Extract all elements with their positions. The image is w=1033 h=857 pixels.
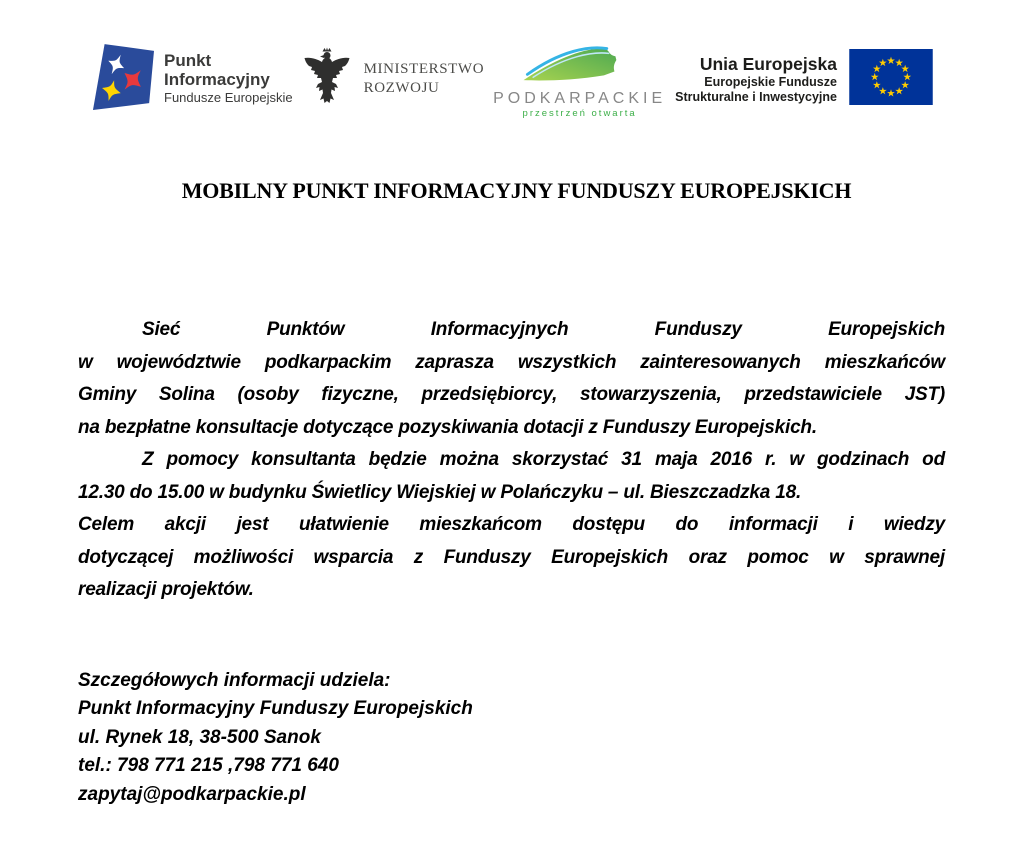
contact-heading: Szczegółowych informacji udziela: — [78, 669, 391, 691]
punkt-logo-line1: Punkt — [164, 51, 212, 70]
fe-flag-stars-icon — [92, 42, 154, 117]
contact-phone: tel.: 798 771 215 ,798 771 640 — [78, 755, 339, 776]
eu-line2: Europejskie Fundusze — [704, 74, 837, 89]
podkarpackie-tagline: przestrzeń otwarta — [522, 108, 637, 119]
punkt-logo-line2: Informacyjny — [164, 70, 270, 89]
logo-unia-europejska — [675, 49, 933, 110]
polish-eagle-icon — [302, 46, 352, 113]
podkarpackie-name: PODKARPACKIE — [493, 90, 667, 107]
body-line: Sieć Punktów Informacyjnych Funduszy Europejskich — [142, 319, 945, 340]
body-line: realizacji projektów. — [78, 579, 254, 600]
body-line: w województwie podkarpackim zaprasza wszystkich zainteresowanych mieszkańców — [78, 351, 945, 373]
contact-email: zapytaj@podkarpackie.pl — [78, 783, 306, 805]
announcement-body — [78, 314, 945, 607]
logo-ministerstwo-rozwoju — [302, 46, 485, 113]
ministry-line1: MINISTERSTWO — [363, 61, 485, 77]
body-line: na bezpłatne konsultacje dotyczące pozyskiwania dotacji z Funduszy Europejskich. — [78, 416, 817, 438]
ministry-line2: ROZWOJU — [363, 80, 440, 96]
page-title: MOBILNY PUNKT INFORMACYJNY FUNDUSZY EUROPEJSKICH — [181, 178, 852, 203]
logo-strip — [0, 0, 1033, 118]
body-line: Gminy Solina (osoby fizyczne, przedsiębiorcy, stowarzyszenia, przedstawiciele JST) — [78, 384, 945, 405]
mountain-swoosh-icon — [517, 39, 643, 88]
logo-podkarpackie — [493, 39, 666, 119]
contact-address: ul. Rynek 18, 38-500 Sanok — [78, 726, 321, 748]
contact-org: Punkt Informacyjny Funduszy Europejskich — [78, 698, 473, 719]
contact-block — [78, 667, 945, 810]
body-line: Z pomocy konsultanta będzie można skorzystać 31 maja 2016 r. w godzinach od — [142, 449, 945, 470]
body-line: Celem akcji jest ułatwienie mieszkańcom dostępu do informacji i wiedzy — [78, 514, 945, 535]
body-line: 12.30 do 15.00 w budynku Świetlicy Wiejskiej w Polańczyku – ul. Bieszczadzka 18. — [78, 481, 802, 503]
eu-line3: Strukturalne i Inwestycyjne — [675, 89, 837, 104]
body-line: dotyczącej możliwości wsparcia z Funduszy Europejskich oraz pomoc w sprawnej — [78, 546, 945, 568]
punkt-logo-line3: Fundusze Europejskie — [164, 90, 293, 105]
logo-punkt-informacyjny — [92, 42, 293, 117]
eu-line1: Unia Europejska — [699, 53, 837, 74]
eu-flag-icon — [849, 49, 933, 110]
